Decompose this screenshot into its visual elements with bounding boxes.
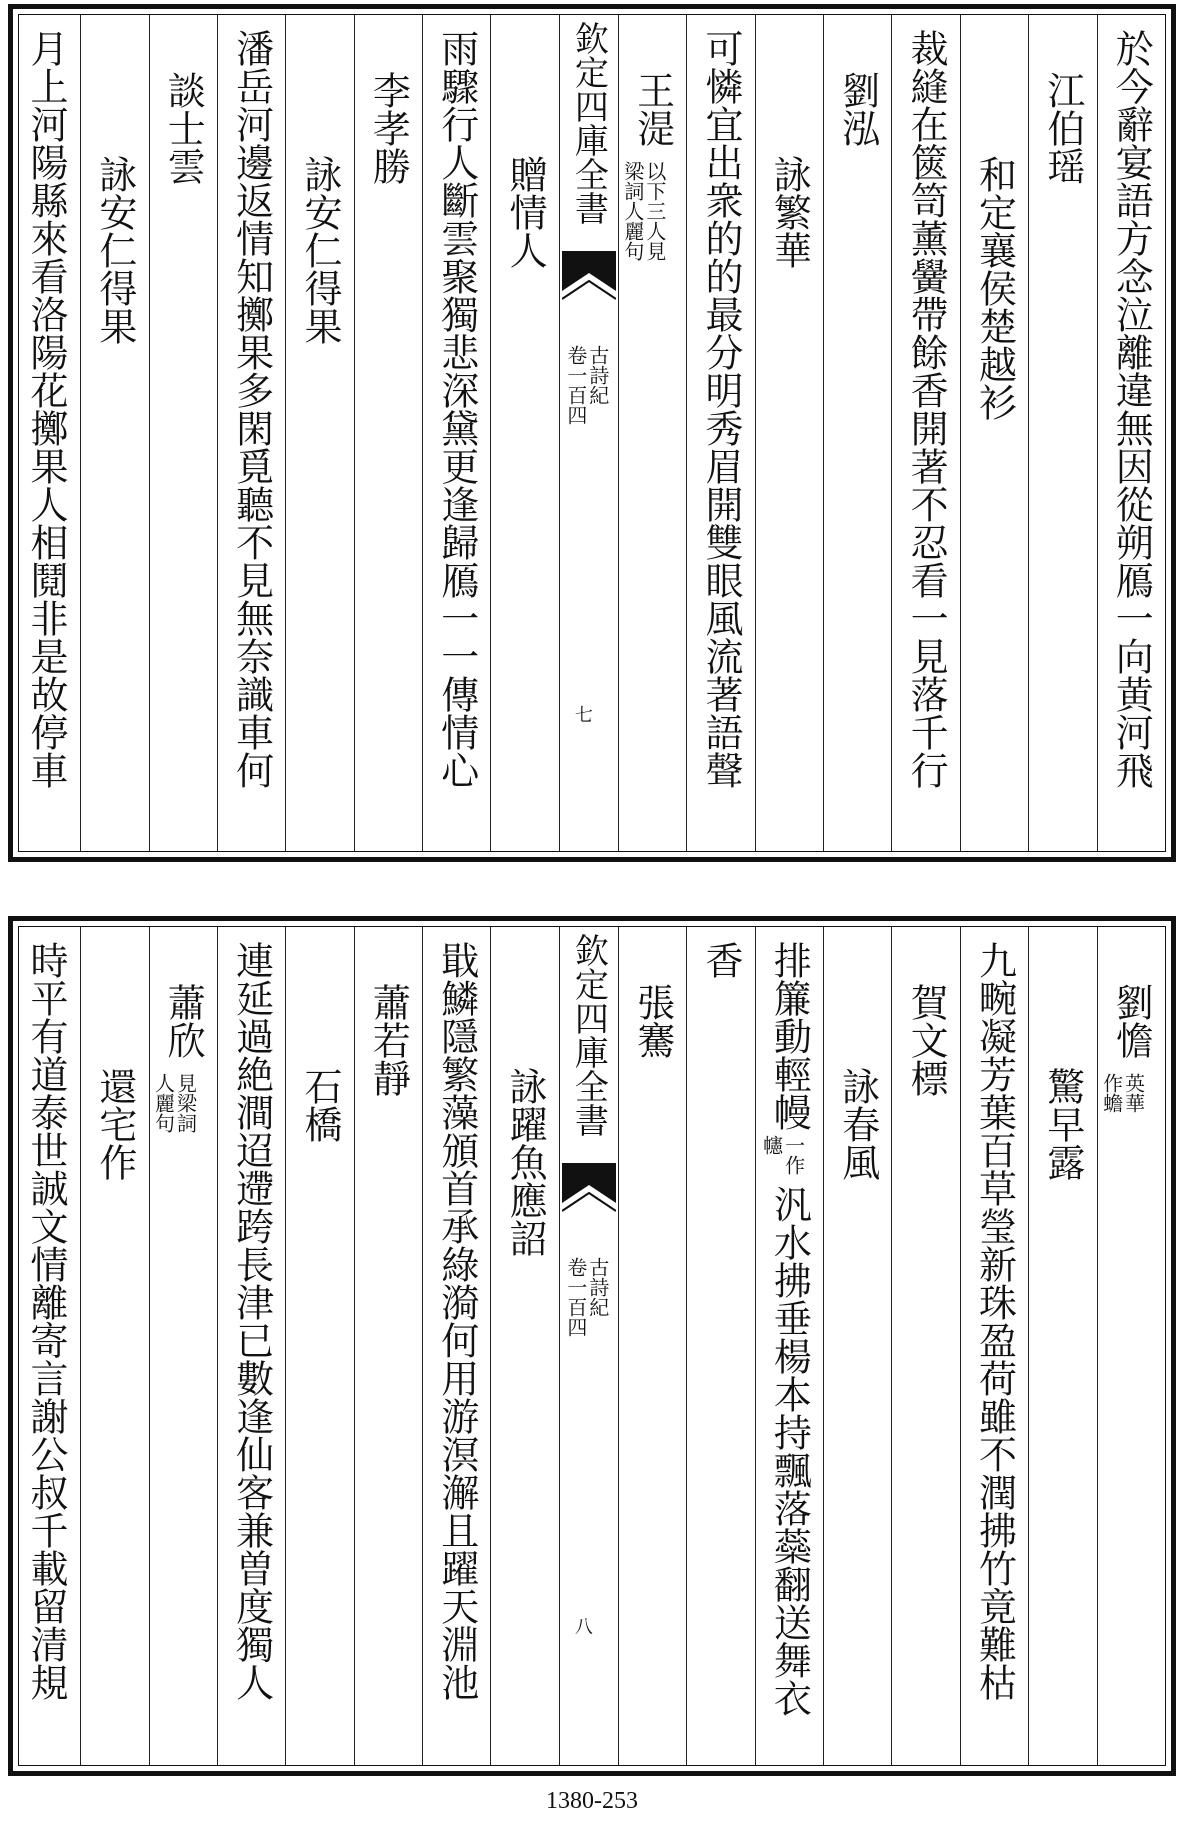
text-column	[823, 927, 891, 1765]
variant-note-line: 幰	[759, 1135, 784, 1155]
page-footer-number: 1380-253	[546, 1788, 638, 1814]
text-column	[1097, 927, 1165, 1765]
text-column	[1097, 15, 1165, 851]
text-column	[422, 927, 490, 1765]
author-note-line: 作蟾	[1099, 1073, 1124, 1113]
volume-info	[563, 345, 610, 425]
poem-line: 雨驟行人斷雲聚獨悲深黛更逢歸鴈一一傳情心	[434, 29, 479, 789]
volume-number: 卷一百四	[563, 1257, 588, 1337]
text-column	[1028, 927, 1096, 1765]
upper-page-columns	[18, 14, 1166, 852]
text-column	[891, 15, 959, 851]
text-column	[755, 927, 823, 1765]
fish-tail-ornament	[562, 251, 616, 321]
variant-note-line: 一作	[781, 1135, 806, 1175]
poem-title: 詠躍魚應詔	[503, 1067, 548, 1257]
book-title: 欽定四庫全書	[568, 21, 609, 225]
poem-title: 驚早露	[1040, 1067, 1085, 1181]
author-note-line: 人麗句	[151, 1073, 176, 1133]
text-column	[12, 927, 80, 1765]
book-title: 欽定四庫全書	[568, 933, 609, 1137]
author-note	[151, 1073, 198, 1133]
poem-title: 和定襄侯楚越衫	[972, 155, 1017, 421]
poem-title: 還宅作	[92, 1067, 137, 1181]
text-column	[285, 15, 353, 851]
text-column	[618, 927, 686, 1765]
text-column	[285, 927, 353, 1765]
collection-name: 古詩紀	[585, 1257, 610, 1317]
text-column	[354, 927, 422, 1765]
author-name: 蕭若靜	[366, 983, 411, 1097]
text-column	[217, 927, 285, 1765]
author-name: 王湜	[630, 71, 675, 147]
text-column	[422, 15, 490, 851]
author-note-line: 英華	[1121, 1073, 1146, 1113]
volume-number: 卷一百四	[563, 345, 588, 425]
center-column	[559, 15, 618, 851]
lower-page-columns	[18, 926, 1166, 1766]
text-column	[686, 927, 754, 1765]
author-name: 賀文標	[904, 983, 949, 1097]
lower-page	[8, 916, 1176, 1776]
text-column	[618, 15, 686, 851]
author-note-line: 梁詞人麗句	[620, 161, 645, 261]
text-column	[755, 15, 823, 851]
folio-number: 七	[571, 705, 593, 723]
poem-line: 香	[698, 941, 743, 979]
author-note	[620, 161, 667, 261]
text-column	[149, 15, 217, 851]
poem-line: 連延過絶澗迢遰跨長津已數逢仙客兼曽度獨人	[229, 941, 274, 1701]
poem-title: 詠春風	[835, 1067, 880, 1181]
author-name: 張騫	[630, 983, 675, 1059]
variant-note	[759, 1135, 806, 1175]
text-column	[490, 927, 558, 1765]
author-note-line: 以下三人見	[642, 161, 667, 261]
text-column	[960, 927, 1028, 1765]
author-note-line: 見梁詞	[173, 1073, 198, 1133]
text-column	[80, 927, 148, 1765]
text-column	[149, 927, 217, 1765]
folio-number: 八	[571, 1617, 593, 1635]
poem-line: 可憐宜出衆的的最分明秀眉開雙眼風流著語聲	[698, 29, 743, 789]
text-column	[217, 15, 285, 851]
author-name: 江伯瑶	[1040, 71, 1085, 185]
text-column	[12, 15, 80, 851]
poem-title: 石橋	[298, 1067, 342, 1143]
text-column	[354, 15, 422, 851]
poem-title: 詠安仁得果	[298, 155, 342, 345]
upper-page	[8, 4, 1176, 862]
text-column	[490, 15, 558, 851]
poem-line: 時平有道泰世誠文情離寄言謝公叔千載留清規	[23, 941, 68, 1701]
text-column	[823, 15, 891, 851]
fish-tail-ornament	[562, 1163, 616, 1233]
author-name: 李孝勝	[366, 71, 411, 185]
poem-title: 詠繁華	[767, 155, 812, 269]
poem-line: 月上河陽縣來看洛陽花擲果人相鬩非是故停車	[23, 29, 68, 789]
poem-line: 裁縫在篋笥薰黌帶餘香開著不忍看一見落千行	[904, 29, 949, 789]
text-column	[686, 15, 754, 851]
author-note	[1099, 1073, 1146, 1113]
poem-line-continued: 汎水拂垂楊本持飄落蘂翻送舞衣	[767, 1185, 812, 1717]
poem-line: 潘岳河邊返情知擲果多閑覓聽不見無奈識車何	[229, 29, 274, 789]
poem-line: 排簾動輕幔	[767, 941, 812, 1131]
poem-line: 於今辭宴語方念泣離違無因從朔鴈一向黄河飛	[1109, 29, 1154, 789]
poem-line: 九畹凝芳葉百草瑩新珠盈荷雖不潤拂竹竟難枯	[972, 941, 1017, 1701]
center-column	[559, 927, 618, 1765]
poem-line: 戢鱗隱繁藻頒首承綠漪何用游溟澥且躍天淵池	[434, 941, 479, 1701]
author-name: 劉憺	[1109, 983, 1154, 1059]
poem-title: 贈情人	[503, 155, 548, 269]
author-name: 劉泓	[835, 71, 880, 147]
text-column	[891, 927, 959, 1765]
author-name: 蕭欣	[161, 983, 206, 1059]
volume-info	[563, 1257, 610, 1337]
text-column	[960, 15, 1028, 851]
text-column	[1028, 15, 1096, 851]
text-column	[80, 15, 148, 851]
author-name: 談士雲	[161, 71, 206, 185]
collection-name: 古詩紀	[585, 345, 610, 405]
poem-title: 詠安仁得果	[92, 155, 137, 345]
